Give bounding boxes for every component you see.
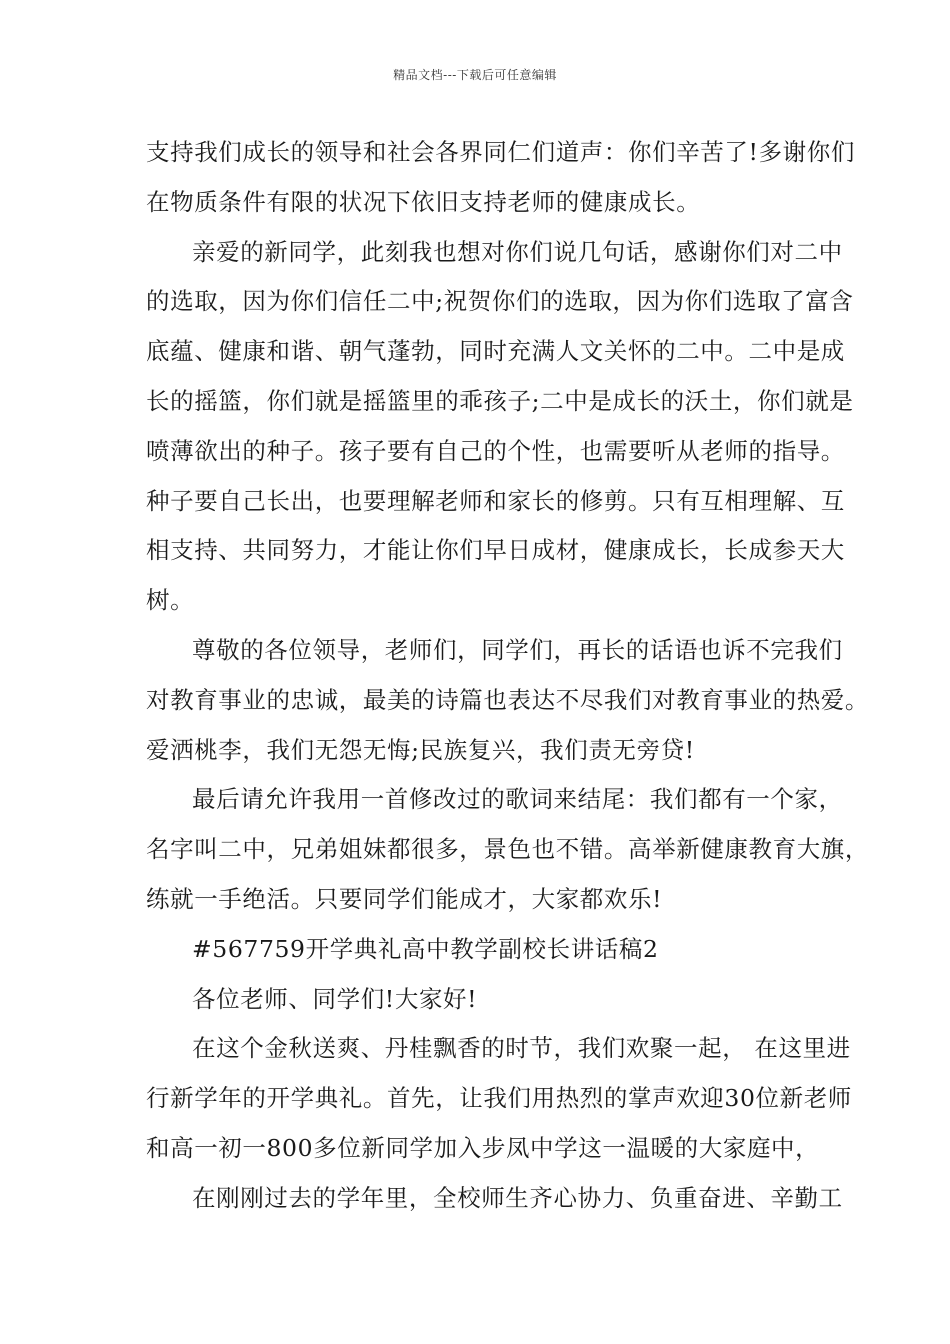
text-line: 练就一手绝活。只要同学们能成才，大家都欢乐!	[146, 884, 663, 913]
page-header: 精品文档---下载后可任意编辑	[393, 68, 557, 82]
text-line: #567759开学典礼高中教学副校长讲话稿2	[192, 934, 659, 963]
body-text	[146, 128, 869, 1224]
text-line: 在刚刚过去的学年里，全校师生齐心协力、负重奋进、辛勤工	[192, 1183, 843, 1212]
text-line: 亲爱的新同学，此刻我也想对你们说几句话，感谢你们对二中	[192, 237, 843, 266]
text-line: 对教育事业的忠诚，最美的诗篇也表达不尽我们对教育事业的热爱。	[146, 685, 869, 714]
text-line: 长的摇篮，你们就是摇篮里的乖孩子;二中是成长的沃土，你们就是	[146, 386, 854, 415]
text-line: 相支持、共同努力，才能让你们早日成材，健康成长，长成参天大	[146, 536, 845, 565]
text-line: 尊敬的各位领导，老师们，同学们，再长的话语也诉不完我们	[192, 635, 843, 664]
text-line: 种子要自己长出，也要理解老师和家长的修剪。只有互相理解、互	[146, 486, 845, 515]
text-line: 底蕴、健康和谐、朝气蓬勃，同时充满人文关怀的二中。二中是成	[146, 337, 845, 366]
text-line: 在这个金秋送爽、丹桂飘香的时节，我们欢聚一起， 在这里进	[192, 1034, 851, 1063]
text-line: 支持我们成长的领导和社会各界同仁们道声：你们辛苦了!多谢你们	[146, 138, 855, 166]
text-line: 在物质条件有限的状况下依旧支持老师的健康成长。	[146, 187, 701, 216]
text-line: 各位老师、同学们!大家好!	[192, 984, 478, 1013]
text-line: 树。	[146, 586, 195, 615]
text-line: 名字叫二中，兄弟姐妹都很多，景色也不错。高举新健康教育大旗，	[146, 835, 869, 864]
text-line: 最后请允许我用一首修改过的歌词来结尾：我们都有一个家，	[192, 785, 843, 814]
text-line: 喷薄欲出的种子。孩子要有自己的个性，也需要听从老师的指导。	[146, 436, 845, 465]
text-line: 行新学年的开学典礼。首先，让我们用热烈的掌声欢迎30位新老师	[146, 1084, 852, 1113]
text-line: 爱洒桃李，我们无怨无悔;民族复兴，我们责无旁贷!	[146, 735, 695, 764]
text-line: 的选取，因为你们信任二中;祝贺你们的选取，因为你们选取了富含	[146, 287, 854, 316]
text-line: 和高一初一800多位新同学加入步凤中学这一温暖的大家庭中，	[146, 1133, 820, 1162]
